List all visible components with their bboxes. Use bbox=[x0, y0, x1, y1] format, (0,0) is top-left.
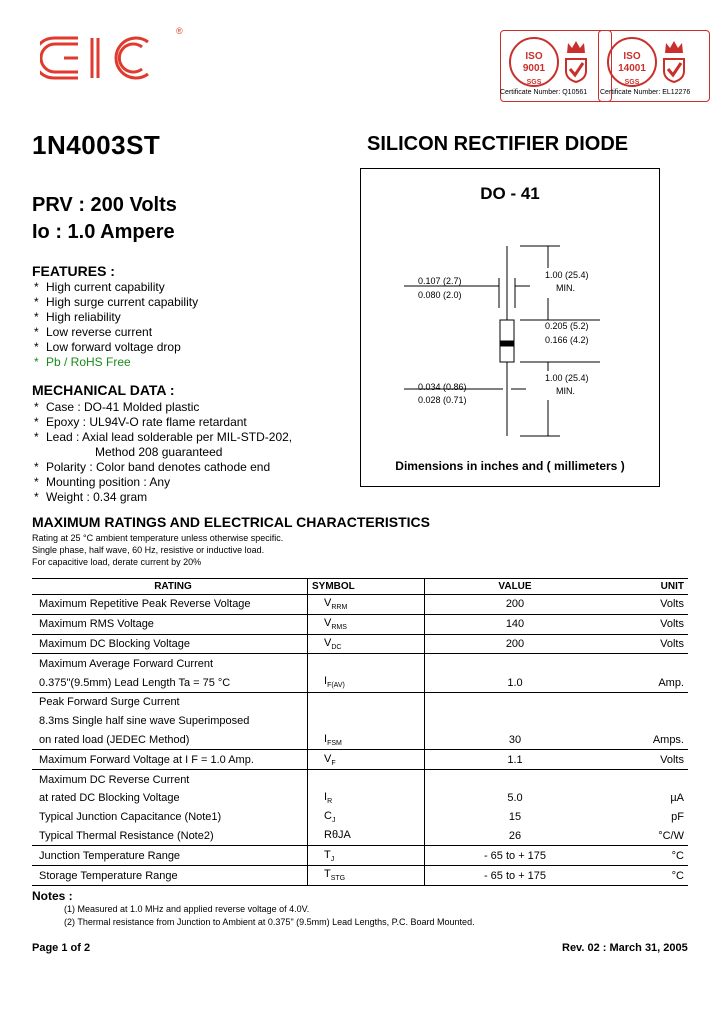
iso-label: ISO bbox=[623, 51, 641, 62]
column-header: SYMBOL bbox=[308, 579, 425, 595]
wire-dia-min: 0.028 (0.71) bbox=[418, 395, 467, 405]
document-title: SILICON RECTIFIER DIODE bbox=[367, 133, 629, 155]
unit-cell: Volts bbox=[605, 634, 688, 654]
list-item: * Polarity : Color band denotes cathode end bbox=[34, 460, 271, 474]
symbol-subscript: RMS bbox=[331, 624, 347, 632]
registered-mark: ® bbox=[176, 26, 183, 36]
unit-cell: Volts bbox=[605, 750, 688, 770]
column-header: RATING bbox=[32, 579, 308, 595]
value-cell: 1.1 bbox=[425, 750, 606, 770]
unit-cell bbox=[605, 712, 688, 731]
certificate-number-1: Certificate Number: Q10561 bbox=[500, 89, 588, 96]
list-item: * Mounting position : Any bbox=[34, 475, 171, 489]
part-number: 1N4003ST bbox=[32, 130, 161, 160]
symbol-subscript: STG bbox=[330, 875, 346, 883]
rating-cell: at rated DC Blocking Voltage bbox=[39, 792, 180, 805]
value-cell: 200 bbox=[425, 634, 606, 654]
list-item: * High surge current capability bbox=[34, 295, 199, 309]
ratings-table bbox=[32, 578, 688, 886]
table-row bbox=[32, 789, 688, 808]
symbol-subscript: J bbox=[331, 817, 336, 825]
table-row bbox=[32, 692, 688, 711]
list-item: * Weight : 0.34 gram bbox=[34, 490, 148, 504]
mechanical-heading: MECHANICAL DATA : bbox=[32, 382, 175, 398]
rating-cell: Maximum Forward Voltage at I F = 1.0 Amp. bbox=[32, 750, 308, 770]
table-row bbox=[32, 770, 688, 789]
body-length-max: 0.205 (5.2) bbox=[545, 321, 589, 331]
table-row bbox=[32, 654, 688, 673]
table-row bbox=[32, 827, 688, 846]
unit-cell bbox=[605, 692, 688, 711]
rating-cell: Maximum Repetitive Peak Reverse Voltage bbox=[32, 595, 308, 615]
top-lead-min: MIN. bbox=[556, 283, 575, 293]
unit-cell bbox=[605, 654, 688, 673]
revision-date: Rev. 02 : March 31, 2005 bbox=[562, 942, 688, 954]
cert-body: SGS bbox=[624, 79, 640, 86]
symbol-main: T bbox=[324, 848, 331, 861]
table-row bbox=[32, 846, 688, 866]
crown-icon bbox=[663, 39, 685, 55]
symbol-cell bbox=[308, 846, 425, 866]
table-row bbox=[32, 866, 688, 886]
symbol-cell bbox=[308, 692, 425, 711]
cert-body: SGS bbox=[526, 79, 542, 86]
value-cell: - 65 to + 175 bbox=[425, 846, 606, 866]
symbol-cell bbox=[308, 712, 425, 731]
rating-cell: 0.375"(9.5mm) Lead Length Ta = 75 °C bbox=[32, 673, 308, 692]
symbol-cell bbox=[308, 789, 425, 808]
ratings-heading: MAXIMUM RATINGS AND ELECTRICAL CHARACTERISTICS bbox=[32, 514, 430, 530]
rating-cell: Storage Temperature Range bbox=[32, 866, 308, 886]
crown-icon bbox=[565, 39, 587, 55]
rating-cell: Maximum DC Reverse Current bbox=[39, 773, 190, 786]
table-row bbox=[32, 673, 688, 692]
iso-number: 14001 bbox=[618, 63, 646, 74]
symbol-cell bbox=[308, 595, 425, 615]
iso-number: 9001 bbox=[522, 63, 546, 74]
table-row bbox=[32, 614, 688, 634]
checkmark-shield-icon bbox=[661, 57, 687, 83]
unit-cell: °C bbox=[605, 846, 688, 866]
table-row bbox=[32, 712, 688, 731]
features-heading: FEATURES : bbox=[32, 263, 115, 279]
value-cell bbox=[425, 770, 606, 789]
lead-dia-min: 0.080 (2.0) bbox=[418, 290, 462, 300]
list-item: * High current capability bbox=[34, 280, 165, 294]
symbol-subscript: F(AV) bbox=[327, 682, 345, 690]
top-lead-length: 1.00 (25.4) bbox=[545, 270, 589, 280]
certificate-number-2: Certificate Number: EL12276 bbox=[600, 89, 691, 96]
symbol-main: V bbox=[324, 636, 332, 649]
table-header-row bbox=[32, 579, 688, 595]
unit-cell: Amps. bbox=[605, 731, 688, 750]
column-header: UNIT bbox=[605, 579, 688, 595]
list-item: * Low reverse current bbox=[34, 325, 153, 339]
symbol-main: V bbox=[324, 597, 332, 610]
symbol-subscript: DC bbox=[331, 644, 342, 652]
iso-label: ISO bbox=[525, 51, 543, 62]
features-list bbox=[34, 280, 198, 370]
symbol-main: V bbox=[324, 752, 332, 765]
prv-rating: PRV : 200 Volts bbox=[32, 194, 177, 216]
symbol-main: I bbox=[324, 675, 328, 688]
rating-cell: Maximum Average Forward Current bbox=[39, 657, 214, 670]
value-cell: 26 bbox=[425, 827, 606, 846]
value-cell bbox=[425, 692, 606, 711]
table-row bbox=[32, 595, 688, 615]
symbol-subscript: FSM bbox=[327, 740, 342, 748]
value-cell: 30 bbox=[425, 731, 606, 750]
symbol-cell bbox=[308, 614, 425, 634]
list-item: * Pb / RoHS Free bbox=[34, 355, 131, 369]
unit-cell: Amp. bbox=[605, 673, 688, 692]
value-cell bbox=[425, 712, 606, 731]
rating-cell: Maximum RMS Voltage bbox=[32, 614, 308, 634]
list-item: * Epoxy : UL94V-O rate flame retardant bbox=[34, 415, 247, 429]
value-cell: 200 bbox=[425, 595, 606, 615]
value-cell: 140 bbox=[425, 614, 606, 634]
symbol-main: I bbox=[324, 791, 328, 804]
list-item: Method 208 guaranteed bbox=[95, 445, 223, 459]
column-header: VALUE bbox=[425, 579, 606, 595]
wire-dia-max: 0.034 (0.86) bbox=[418, 382, 467, 392]
note-item: (1) Measured at 1.0 MHz and applied reverse voltage of 4.0V. bbox=[64, 904, 310, 914]
unit-cell: µA bbox=[670, 792, 684, 805]
table-row bbox=[32, 750, 688, 770]
note-item: (2) Thermal resistance from Junction to Ambient at 0.375" (9.5mm) Lead Lengths, P.C. Board Mounted. bbox=[64, 917, 475, 927]
symbol-subscript: J bbox=[330, 855, 335, 863]
checkmark-shield-icon bbox=[563, 57, 589, 83]
symbol-cell bbox=[308, 827, 425, 846]
symbol-subscript: RRM bbox=[331, 604, 348, 612]
unit-cell bbox=[605, 770, 688, 789]
symbol-subscript: F bbox=[331, 759, 336, 767]
symbol-main: I bbox=[324, 732, 328, 745]
table-row bbox=[32, 731, 688, 750]
rating-cell: Peak Forward Surge Current bbox=[39, 696, 180, 709]
symbol-cell bbox=[308, 808, 425, 827]
page-number: Page 1 of 2 bbox=[32, 942, 91, 954]
iso-seal bbox=[607, 37, 657, 87]
symbol-cell bbox=[308, 770, 425, 789]
body-length-min: 0.166 (4.2) bbox=[545, 335, 589, 345]
table-row bbox=[32, 808, 688, 827]
iso-seal bbox=[509, 37, 559, 87]
rating-cell: 8.3ms Single half sine wave Superimposed bbox=[39, 715, 250, 728]
symbol-main: C bbox=[324, 810, 332, 823]
list-item: * Case : DO-41 Molded plastic bbox=[34, 400, 200, 414]
value-cell: 15 bbox=[508, 811, 522, 824]
list-item: * High reliability bbox=[34, 310, 121, 324]
rating-note: Single phase, half wave, 60 Hz, resistive or inductive load. bbox=[32, 545, 265, 555]
value-cell: - 65 to + 175 bbox=[425, 866, 606, 886]
list-item: * Lead : Axial lead solderable per MIL-STD-202, bbox=[34, 430, 293, 444]
symbol-cell bbox=[308, 673, 425, 692]
symbol-cell bbox=[308, 634, 425, 654]
rating-cell: Maximum DC Blocking Voltage bbox=[32, 634, 308, 654]
symbol-main: V bbox=[324, 617, 332, 630]
value-cell bbox=[425, 654, 606, 673]
rating-note: For capacitive load, derate current by 20% bbox=[32, 557, 202, 567]
rating-cell: Typical Thermal Resistance (Note2) bbox=[32, 827, 308, 846]
list-item: * Low forward voltage drop bbox=[34, 340, 181, 354]
value-cell: 1.0 bbox=[425, 673, 606, 692]
symbol-cell bbox=[308, 750, 425, 770]
package-name: DO - 41 bbox=[480, 184, 540, 203]
bottom-lead-length: 1.00 (25.4) bbox=[545, 373, 589, 383]
unit-cell: °C bbox=[605, 866, 688, 886]
io-rating: Io : 1.0 Ampere bbox=[32, 221, 175, 243]
symbol-cell bbox=[308, 731, 425, 750]
unit-cell: pF bbox=[671, 811, 684, 824]
symbol-main: RθJA bbox=[324, 828, 351, 841]
unit-cell: °C/W bbox=[605, 827, 688, 846]
rating-note: Rating at 25 °C ambient temperature unless otherwise specific. bbox=[32, 533, 284, 543]
rating-cell: Typical Junction Capacitance (Note1) bbox=[39, 811, 222, 824]
unit-cell: Volts bbox=[605, 595, 688, 615]
rating-cell: Junction Temperature Range bbox=[32, 846, 308, 866]
table-row bbox=[32, 634, 688, 654]
unit-cell: Volts bbox=[605, 614, 688, 634]
symbol-subscript: R bbox=[327, 798, 333, 806]
symbol-main: T bbox=[324, 868, 331, 881]
bottom-lead-min: MIN. bbox=[556, 386, 575, 396]
symbol-cell bbox=[308, 654, 425, 673]
notes-heading: Notes : bbox=[32, 889, 73, 903]
mechanical-list bbox=[34, 400, 292, 505]
rating-cell: on rated load (JEDEC Method) bbox=[32, 731, 308, 750]
eic-logo-graphic bbox=[40, 28, 180, 88]
symbol-cell bbox=[308, 866, 425, 886]
package-drawing bbox=[360, 168, 660, 487]
eic-logo bbox=[40, 26, 183, 88]
dimensions-caption: Dimensions in inches and ( millimeters ) bbox=[395, 459, 625, 473]
value-cell: 5.0 bbox=[507, 792, 523, 805]
lead-dia-max: 0.107 (2.7) bbox=[418, 276, 462, 286]
